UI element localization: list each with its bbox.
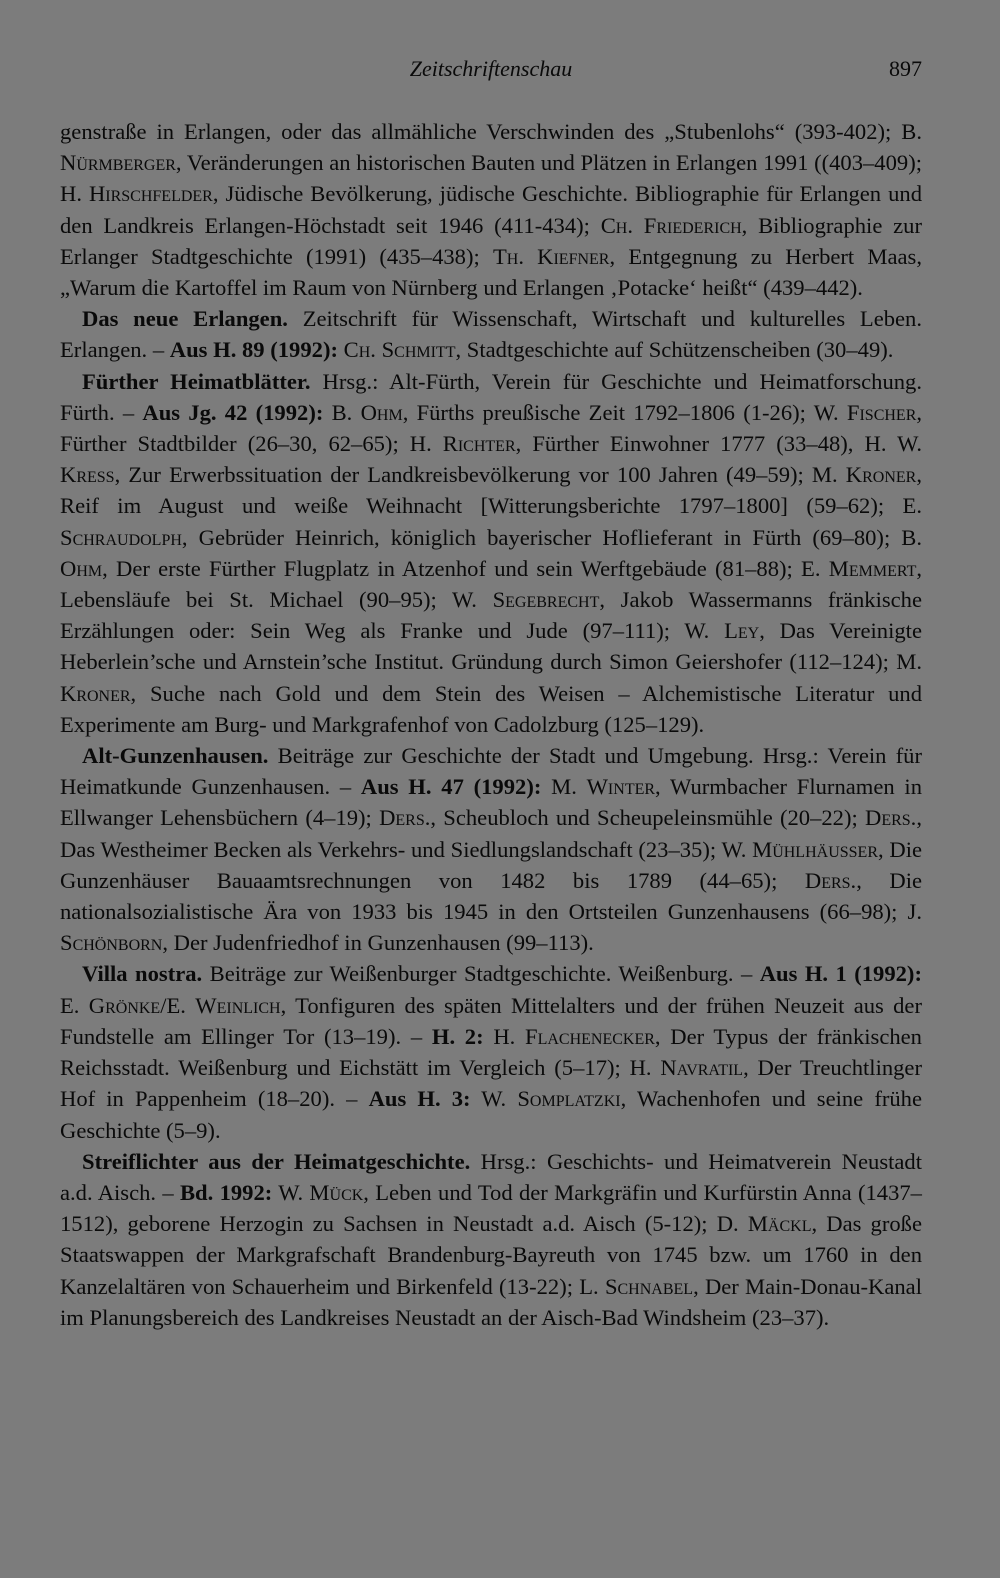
entry-heading: Villa nostra. [82,961,203,987]
entry-text: , Fürths preußische Zeit 1792–1806 (1-26); W. [402,399,847,425]
bibliography-entry [60,366,922,740]
entry-heading: Das neue Erlangen. [82,306,288,332]
entry-heading: Aus H. 89 (1992): [169,337,338,363]
entry-text: , Das Vereinigte Heberlein’sche und Arnstein’sche Institut. Gründung durch Simon Geiershofer (112–124); M. [60,618,922,675]
entry-heading: Aus H. 3: [368,1086,471,1112]
entry-text: W. [272,1179,310,1205]
entry-text: H. [483,1023,525,1049]
author-name: Ley [724,618,760,644]
entry-heading: Alt-Gunzenhausen. [82,743,269,769]
entry-text: , Der Typus der fränkischen Reichsstadt. Weißenburg und Eichstätt im Vergleich (5–17); H. [60,1023,922,1081]
entry-text: , Die Gunzenhäuser Bauaamtsrechnungen von 1482 bis 1789 (44–65); [60,836,923,893]
author-name: Ch. Schmitt [343,337,456,363]
author-name: Hirschfelder [88,181,213,207]
entry-text: , Gebrüder Heinrich, königlich bayerischer Hoflieferant in Fürth (69–80); B. [181,524,922,550]
author-name: Flachenecker [525,1023,655,1049]
entry-text: Beiträge zur Weißenburger Stadtgeschichte. Weißenburg. – [202,961,760,987]
entry-text: , Das Westheimer Becken als Verkehrs- und Siedlungslandschaft (23–35); W. [60,805,922,862]
entry-heading: Aus H. 1 (1992): [759,961,922,987]
entry-text: , Wurmbacher Flurnamen in Ellwanger Lehensbüchern (4–19); [60,774,922,831]
author-name: Winter [586,774,656,800]
author-name: Kroner [60,680,131,706]
entry-text: , Leben und Tod der Markgräfin und Kurfürstin Anna (1437–1512), geborene Herzogin zu Sachsen in Neustadt a.d. Aisch (5-12); D. [60,1179,922,1237]
author-name: Nürmberger [60,150,176,176]
author-name: Kroner [845,462,917,488]
author-name: Richter [442,431,516,457]
author-name: Ohm [360,399,403,425]
body-text [60,116,922,1333]
author-name: Mück [309,1179,364,1205]
author-name: Schraudolph [60,524,182,550]
author-name: Schönborn [60,930,163,956]
entry-text: , Der Main-Donau-Kanal im Planungsbereich des Landkreises Neustadt an der Aisch-Bad Windsheim (23–37). [60,1273,922,1330]
author-name: Ders. [379,805,431,831]
entry-heading: Streiflichter aus der Heimatgeschichte. [82,1148,471,1174]
author-name: Ders. [865,805,917,831]
entry-heading: Aus Jg. 42 (1992): [142,399,324,425]
author-name: Fischer [846,399,917,425]
author-name: Segebrecht [492,587,600,613]
entry-text: /E. [160,992,196,1018]
entry-heading: Aus H. 47 (1992): [360,774,542,800]
entry-text: , Stadtgeschichte auf Schützenscheiben (30–49). [455,337,894,363]
entry-text: , Zur Erwerbssituation der Landkreisbevölkerung vor 100 Jahren (49–59); M. [114,462,846,488]
entry-text: Hrsg.: Geschichts- und Heimatverein Neustadt a.d. Aisch. – [60,1148,922,1205]
entry-text: Zeitschrift für Wissenschaft, Wirtschaft und kulturelles Leben. Erlangen. – [60,306,922,363]
entry-text: , Jakob Wassermanns fränkische Erzählungen oder: Sein Weg als Franke und Jude (97–111); W. [60,587,922,644]
entry-text: , Bibliographie zur Erlanger Stadtgeschichte (1991) (435–438); [60,212,922,269]
entry-text: , Scheubloch und Scheupeleinsmühle (20–22); [430,805,866,831]
entry-text: genstraße in Erlangen, oder das allmähliche Verschwinden des „Stubenlohs“ (393-402); B. [60,119,922,144]
entry-text: Hrsg.: Alt-Fürth, Verein für Geschichte und Heimatforschung. Fürth. – [60,368,922,425]
bibliography-entry [60,740,922,958]
entry-text: , Lebensläufe bei St. Michael (90–95); W. [60,555,922,613]
author-name: Schnabel [604,1273,694,1299]
entry-text: , Tonfiguren des späten Mittelalters und der frühen Neuzeit aus der Fundstelle am Ellinger Tor (13–19). – [60,992,922,1049]
author-name: Ch. Friederich [600,212,742,238]
author-name: Grönke [88,992,161,1018]
entry-text: E. [60,992,89,1018]
author-name: Th. Kiefner [492,243,610,269]
entry-text: , Jüdische Bevölkerung, jüdische Geschichte. Bibliographie für Erlangen und den Landkreis Erlangen-Höchstadt seit 1946 (411-434); [60,181,922,238]
bibliography-entry [60,116,922,303]
page-number: 897 [889,56,922,81]
entry-text: , Entgegnung zu Herbert Maas, „Warum die Kartoffel im Raum von Nürnberg und Erlangen ‚Potacke‘ heißt“ (439–442). [60,243,922,301]
entry-text: , Die nationalsozialistische Ära von 1933 bis 1945 in den Ortsteilen Gunzenhausens (66–98); J. [60,867,923,925]
entry-text: Beiträge zur Geschichte der Stadt und Umgebung. Hrsg.: Verein für Heimatkunde Gunzenhausen. – [60,743,922,800]
author-name: Somplatzki [517,1086,621,1112]
entry-text: , Wachenhofen und seine frühe Geschichte (5–9). [60,1086,923,1143]
author-name: Ders. [804,867,857,893]
entry-text: M. [541,774,587,800]
bibliography-entry [60,303,922,365]
entry-text: B. [323,399,361,425]
author-name: Navratil [660,1055,744,1081]
author-name: Memmert [828,555,917,581]
entry-heading: Fürther Heimatblätter. [82,368,311,394]
entry-heading: H. 2: [431,1023,484,1049]
entry-text: , Das große Staatswappen der Markgrafschaft Brandenburg-Bayreuth von 1745 bzw. um 1760 in den Kanzelaltären von Schauerheim und Birkenfeld (13-22); L. [60,1211,922,1299]
entry-text: , Suche nach Gold und dem Stein des Weisen – Alchemistische Literatur und Experimente am Burg- und Markgrafenhof von Cadolzburg (125–129). [60,680,922,737]
running-head [60,56,922,92]
entry-text: , Der Treuchtlinger Hof in Pappenheim (18–20). – [60,1055,922,1112]
bibliography-entry [60,1146,922,1333]
entry-text: W. [470,1086,518,1112]
running-head-title: Zeitschriftenschau [409,56,573,81]
entry-text: , Reif im August und weiße Weihnacht [Witterungsberichte 1797–1800] (59–62); E. [60,462,922,519]
author-name: Ohm [60,555,103,581]
entry-text: , Veränderungen an historischen Bauten und Plätzen in Erlangen 1991 ((403–409); H. [60,150,922,207]
entry-text: , Fürther Stadtbilder (26–30, 62–65); H. [60,399,923,457]
author-name: Weinlich [195,992,281,1018]
author-name: Mäckl [747,1211,812,1237]
entry-heading: Bd. 1992: [179,1179,273,1205]
bibliography-entry [60,958,922,1145]
entry-text: , Der Judenfriedhof in Gunzenhausen (99–113). [162,930,594,956]
author-name: Kress [60,462,115,488]
entry-text: , Der erste Fürther Flugplatz in Atzenhof und sein Werftgebäude (81–88); E. [102,555,829,581]
entry-text: , Fürther Einwohner 1777 (33–48), H. W. [515,431,922,457]
author-name: Mühlhäusser [752,836,878,862]
